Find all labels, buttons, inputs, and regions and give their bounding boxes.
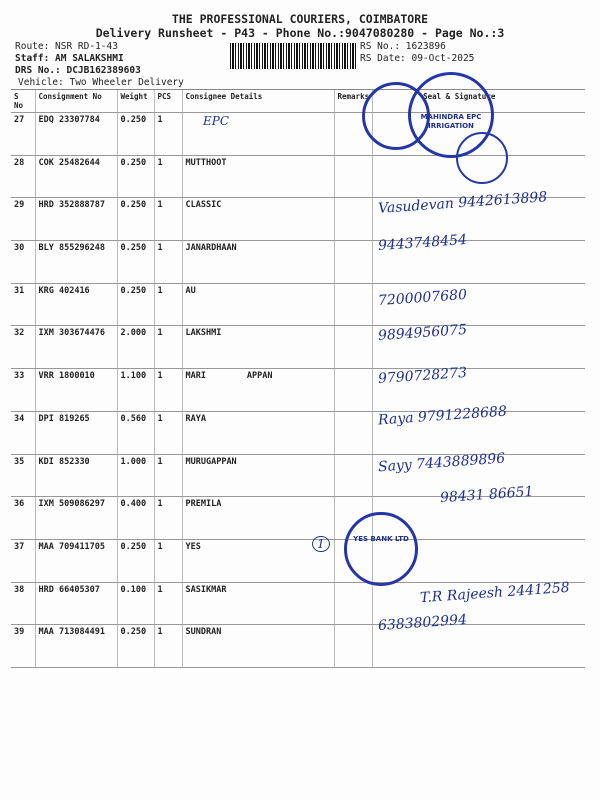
cell-wt: 0.250	[117, 625, 154, 668]
cell-sno: 37	[11, 539, 35, 582]
signature: 9790728273	[377, 364, 468, 388]
cell-name: SASIKMAR	[182, 582, 334, 625]
cell-name: PREMILA	[182, 497, 334, 540]
cell-cno: MAA 709411705	[35, 539, 117, 582]
cell-name: AU	[182, 283, 334, 326]
cell-pcs: 1	[154, 241, 182, 284]
cell-sno: 39	[11, 625, 35, 668]
runsheet-subtitle: Delivery Runsheet - P43 - Phone No.:9047080280 - Page No.:3	[95, 26, 505, 40]
table-row	[11, 539, 585, 582]
cell-remarks	[334, 411, 373, 454]
table-row	[11, 625, 585, 668]
signature: 9443748454	[377, 231, 468, 255]
table-row	[11, 326, 585, 369]
cell-pcs: 1	[154, 369, 182, 412]
cell-pcs: 1	[154, 454, 182, 497]
signature: Raya 9791228688	[377, 403, 508, 429]
cell-cno: EDQ 23307784	[35, 113, 117, 156]
cell-pcs: 1	[154, 497, 182, 540]
rs-date: RS Date: 09-Oct-2025	[360, 53, 475, 64]
route: Route: NSR RD-1-43	[15, 41, 118, 52]
bank-stamp	[344, 512, 418, 586]
stamp-text: YES BANK LTD	[353, 535, 409, 543]
col-remarks: Remarks	[334, 90, 373, 113]
cell-name: JANARDHAAN	[182, 241, 334, 284]
cell-remarks	[334, 198, 373, 241]
cell-sno: 36	[11, 497, 35, 540]
cell-name: CLASSIC	[182, 198, 334, 241]
col-consignment: Consignment No	[35, 90, 117, 113]
cell-wt: 0.250	[117, 283, 154, 326]
cell-name: MARI APPAN	[182, 369, 334, 412]
col-pcs: PCS	[154, 90, 182, 113]
cell-cno: VRR 1800010	[35, 369, 117, 412]
cell-cno: KDI 852330	[35, 454, 117, 497]
col-consignee: Consignee Details	[182, 90, 334, 113]
table-row	[11, 241, 585, 284]
cell-sno: 32	[11, 326, 35, 369]
cell-name: MUTTHOOT	[182, 155, 334, 198]
cell-wt: 0.250	[117, 241, 154, 284]
cell-pcs: 1	[154, 582, 182, 625]
cell-remarks	[334, 454, 373, 497]
handwritten-note: 1	[312, 536, 330, 552]
cell-wt: 0.400	[117, 497, 154, 540]
cell-cno: HRD 66405307	[35, 582, 117, 625]
table-row	[11, 283, 585, 326]
cell-sno: 29	[11, 198, 35, 241]
cell-wt: 0.560	[117, 411, 154, 454]
signature: 7200007680	[377, 286, 468, 310]
cell-wt: 0.250	[117, 198, 154, 241]
company-title: THE PROFESSIONAL COURIERS, COIMBATORE	[171, 12, 429, 26]
signature: 6383802994	[377, 611, 468, 635]
cell-cno: IXM 303674476	[35, 326, 117, 369]
cell-sno: 30	[11, 241, 35, 284]
rs-no: RS No.: 1623896	[360, 41, 446, 52]
signature: Vasudevan 9442613898	[377, 189, 548, 217]
barcode	[230, 43, 356, 69]
cell-name: YES	[182, 539, 334, 582]
cell-sno: 35	[11, 454, 35, 497]
cell-cno: IXM 509086297	[35, 497, 117, 540]
cell-remarks	[334, 582, 373, 625]
cell-pcs: 1	[154, 625, 182, 668]
cell-name: MURUGAPPAN	[182, 454, 334, 497]
cell-pcs: 1	[154, 155, 182, 198]
cell-cno: DPI 819265	[35, 411, 117, 454]
drs-no: DRS No.: DCJB162389603	[15, 65, 141, 76]
col-weight: Weight	[117, 90, 154, 113]
cell-cno: KRG 402416	[35, 283, 117, 326]
cell-remarks	[334, 241, 373, 284]
col-signature: Seal & Signature	[373, 90, 585, 113]
cell-wt: 0.250	[117, 113, 154, 156]
cell-pcs: 1	[154, 198, 182, 241]
cell-cno: MAA 713084491	[35, 625, 117, 668]
signature: Sayy 7443889896	[377, 450, 506, 476]
vehicle: Vehicle: Two Wheeler Delivery	[18, 77, 184, 88]
cell-wt: 2.000	[117, 326, 154, 369]
cell-pcs: 1	[154, 283, 182, 326]
cell-sno: 34	[11, 411, 35, 454]
signature: 9894956075	[377, 321, 468, 345]
cell-name: SUNDRAN	[182, 625, 334, 668]
cell-wt: 1.000	[117, 454, 154, 497]
cell-remarks	[334, 155, 373, 198]
cell-remarks	[334, 326, 373, 369]
cell-pcs: 1	[154, 326, 182, 369]
cell-name: LAKSHMI	[182, 326, 334, 369]
handwritten-note: EPC	[203, 114, 230, 128]
cell-pcs: 1	[154, 113, 182, 156]
cell-wt: 0.250	[117, 155, 154, 198]
cell-cno: COK 25482644	[35, 155, 117, 198]
cell-pcs: 1	[154, 539, 182, 582]
cell-sno: 33	[11, 369, 35, 412]
round-seal	[456, 132, 508, 184]
cell-wt: 1.100	[117, 369, 154, 412]
staff: Staff: AM SALAKSHMI	[15, 53, 124, 64]
cell-sno: 38	[11, 582, 35, 625]
cell-remarks	[334, 369, 373, 412]
cell-remarks	[334, 283, 373, 326]
cell-sno: 31	[11, 283, 35, 326]
cell-pcs: 1	[154, 411, 182, 454]
cell-wt: 0.250	[117, 539, 154, 582]
signature: 98431 86651	[439, 483, 534, 507]
cell-cno: HRD 352888787	[35, 198, 117, 241]
cell-name: RAYA	[182, 411, 334, 454]
cell-remarks	[334, 625, 373, 668]
signature: T.R Rajeesh 2441258	[419, 579, 571, 607]
cell-sno: 28	[11, 155, 35, 198]
stamp-text: MAHINDRA EPC IRRIGATION	[420, 113, 482, 130]
cell-sno: 27	[11, 113, 35, 156]
cell-wt: 0.100	[117, 582, 154, 625]
col-sno: S No	[11, 90, 35, 113]
cell-cno: BLY 855296248	[35, 241, 117, 284]
